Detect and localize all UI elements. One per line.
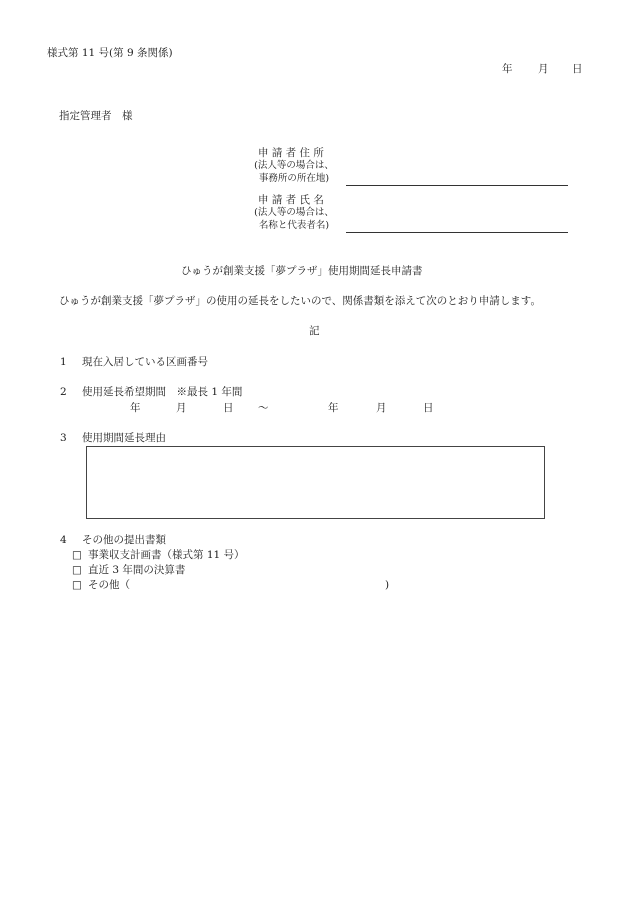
name-note-line-2: 名称と代表者名): [258, 219, 330, 231]
doc1-label: 事業収支計画書（様式第 11 号）: [88, 549, 245, 561]
item1-label: 現在入居している区画番号: [82, 356, 208, 368]
item3-label: 使用期間延長理由: [82, 432, 166, 444]
doc-item-2: [72, 564, 185, 577]
addressee: 指定管理者 様: [59, 110, 133, 122]
item1-number: 1: [60, 356, 67, 368]
doc1-checkbox[interactable]: □: [72, 549, 82, 561]
applicant-address-note: [253, 160, 335, 186]
reason-textbox[interactable]: [86, 446, 545, 519]
doc3-checkbox[interactable]: □: [72, 579, 82, 591]
period-from-month: 月: [176, 402, 187, 414]
body-text: ひゅうが創業支援「夢プラザ」の使用の延長をしたいので、関係書類を添えて次のとおり申請します。: [59, 295, 541, 307]
applicant-address-label: 申 請 者 住 所: [258, 147, 324, 159]
document-title: ひゅうが創業支援「夢プラザ」使用期間延長申請書: [181, 265, 423, 277]
item4-number: 4: [60, 534, 67, 546]
period-tilde: 〜: [258, 402, 269, 414]
item3-number: 3: [60, 432, 67, 444]
date-month: 月: [538, 63, 549, 75]
doc3-label: その他（: [88, 579, 130, 591]
doc2-label: 直近 3 年間の決算書: [88, 564, 186, 576]
doc-item-1: [72, 549, 245, 562]
address-note-line-1: (法人等の場合は、: [254, 160, 334, 171]
item2-label: 使用延長希望期間 ※最長 1 年間: [82, 386, 243, 398]
applicant-name-note: [253, 207, 335, 233]
applicant-name-label: 申 請 者 氏 名: [258, 194, 324, 206]
date-day: 日: [572, 63, 583, 75]
form-number: 様式第 11 号(第 9 条関係): [47, 47, 173, 59]
address-field-line[interactable]: [346, 185, 568, 186]
date-year: 年: [502, 63, 513, 75]
other-close-paren: ): [385, 579, 390, 591]
item2-number: 2: [60, 386, 67, 398]
period-to-month: 月: [376, 402, 387, 414]
item4-label: その他の提出書類: [82, 534, 166, 546]
name-note-line-1: (法人等の場合は、: [254, 207, 334, 218]
period-to-year: 年: [328, 402, 339, 414]
period-from-day: 日: [223, 402, 234, 414]
doc-item-3: [72, 579, 130, 592]
name-field-line[interactable]: [346, 232, 568, 233]
address-note-line-2: 事務所の所在地): [258, 172, 330, 184]
ki-heading: 記: [309, 325, 320, 337]
period-from-year: 年: [130, 402, 141, 414]
period-to-day: 日: [423, 402, 434, 414]
doc2-checkbox[interactable]: □: [72, 564, 82, 576]
